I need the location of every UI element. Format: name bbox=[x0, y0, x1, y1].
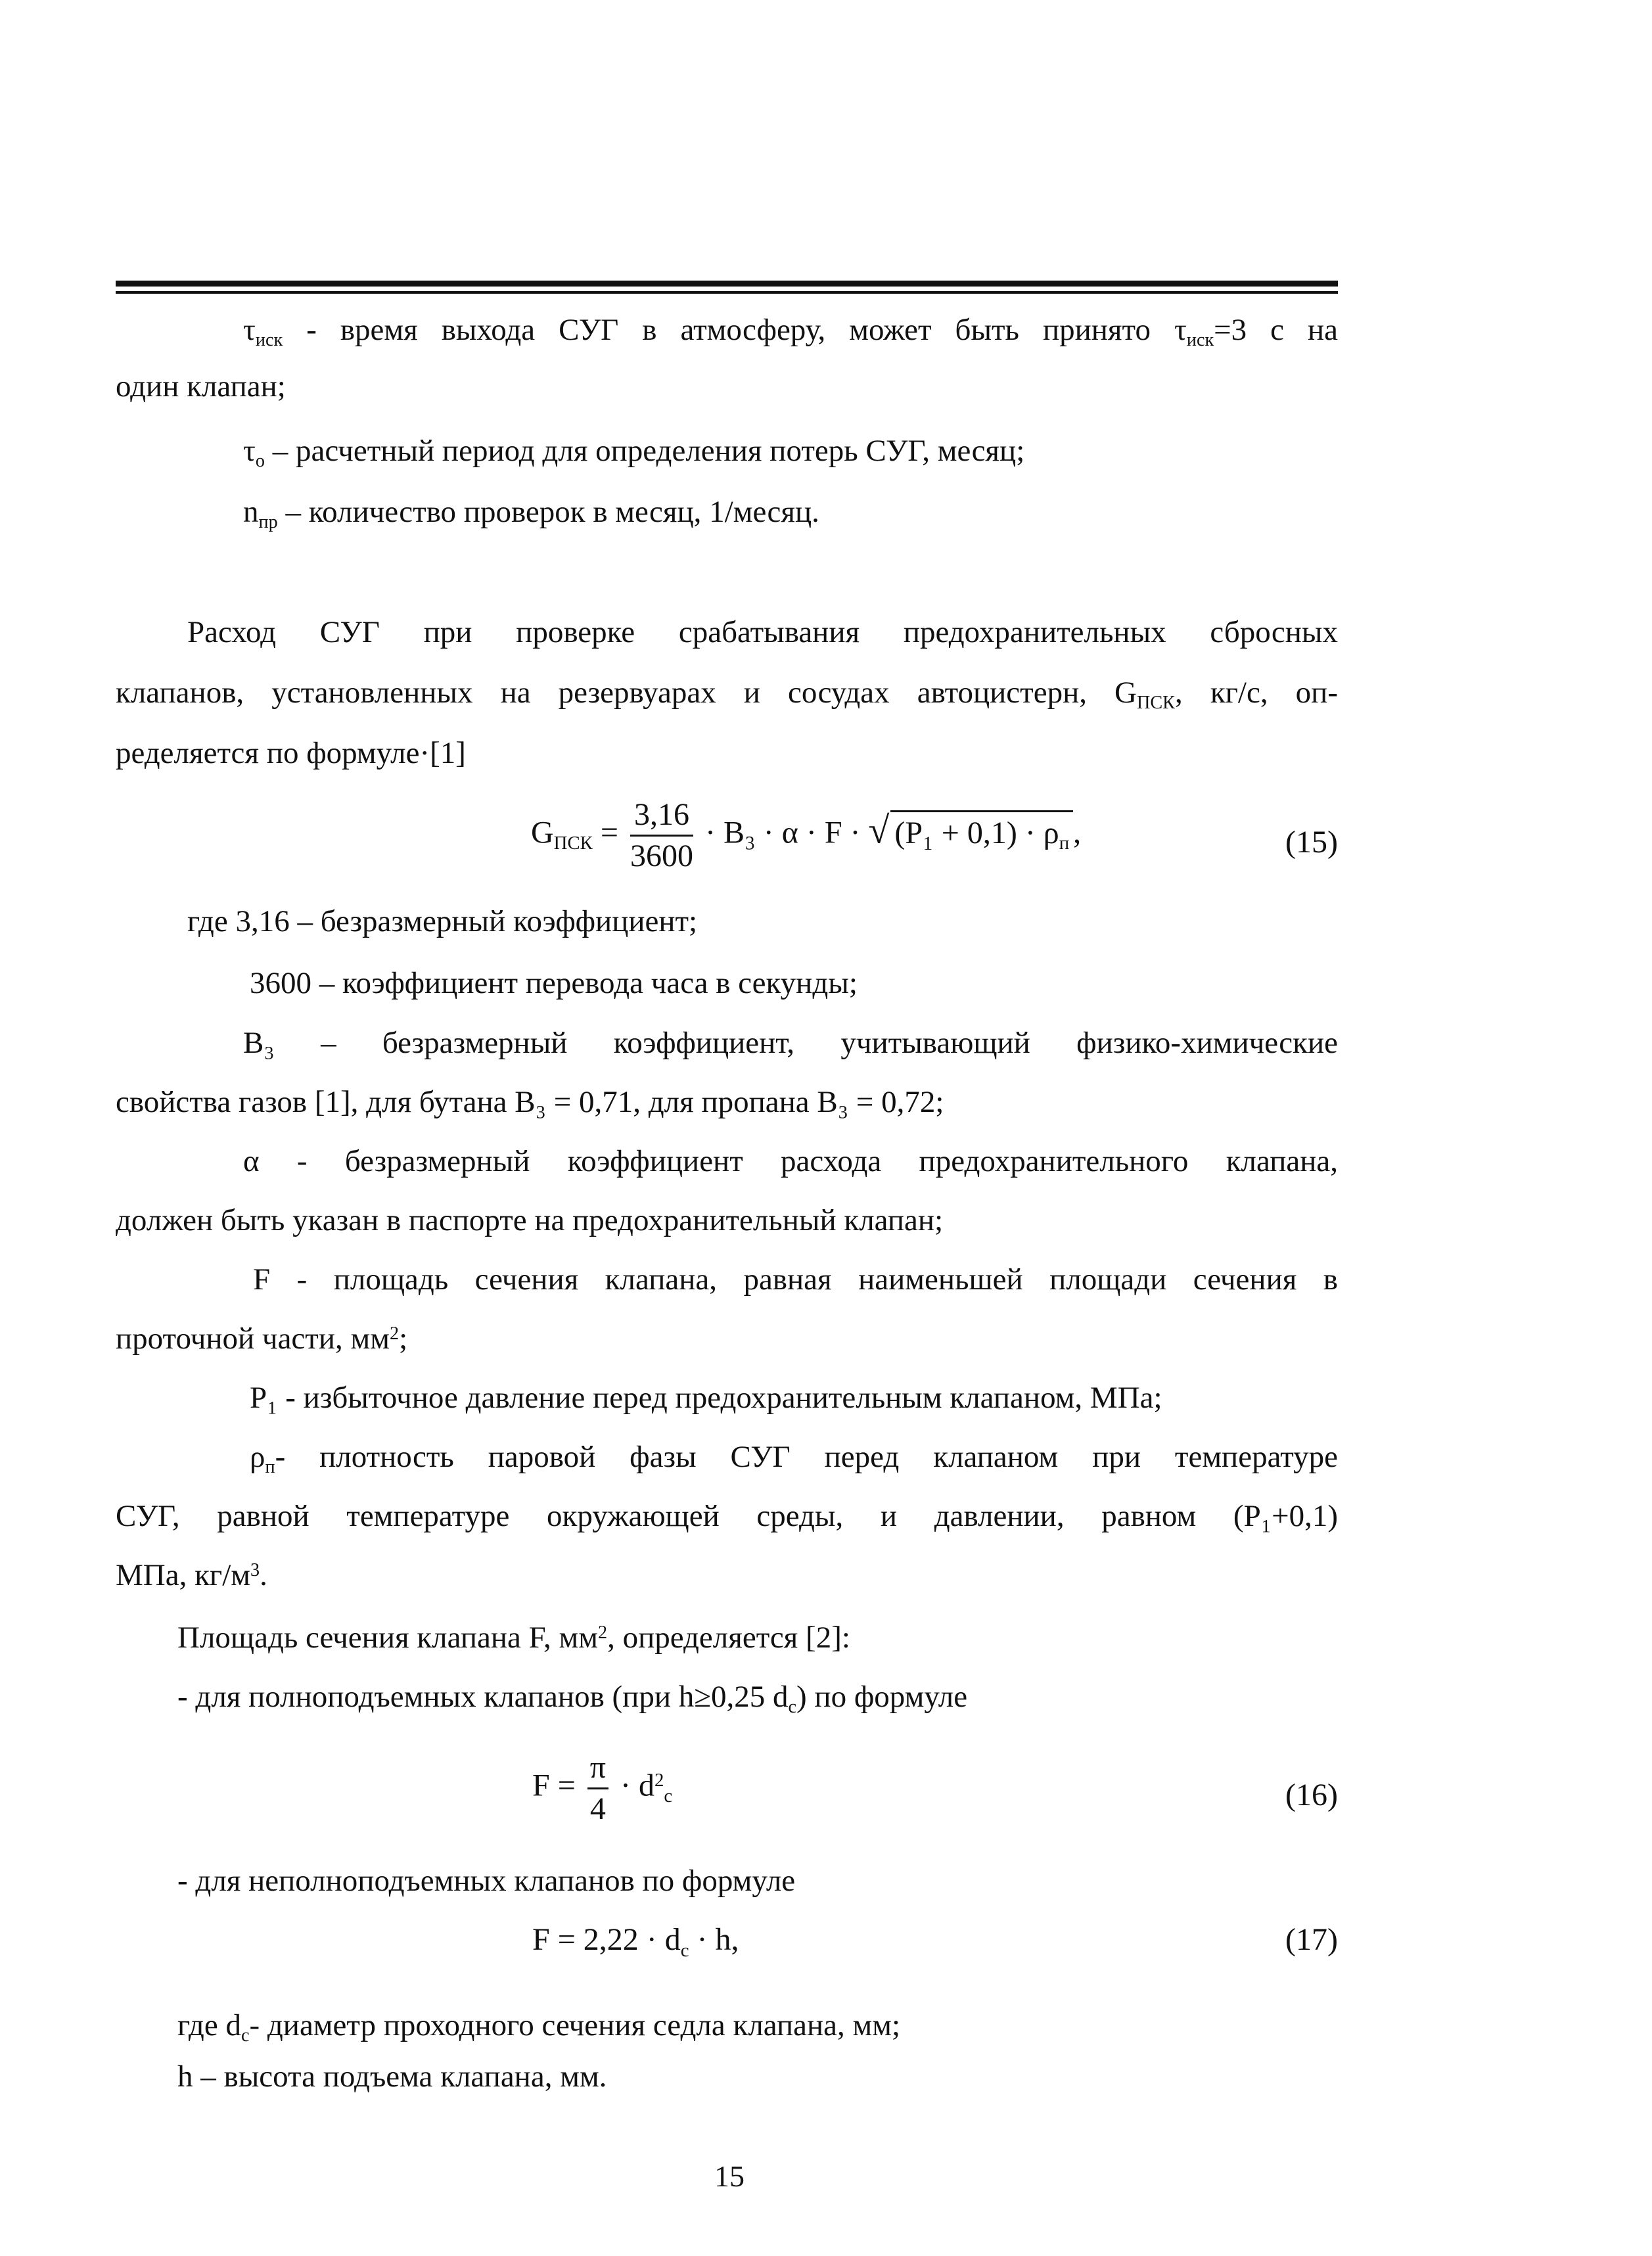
area-line1: Площадь сечения клапана F, $мм^2$, определяется [2]: bbox=[177, 1621, 850, 1655]
tau-isk-line: τиск - время выхода СУГ в атмосферу, может быть принято τиск=3 с на bbox=[243, 313, 1339, 351]
equation-17-label: (17) bbox=[1285, 1922, 1338, 1957]
equation-16: F = $\frac{\pi}{4}$ · $d^2с$ bbox=[532, 1748, 672, 1829]
n-pr-line: nпр – количество проверок в месяц, 1/месяц. bbox=[243, 495, 819, 533]
para1-line2: клапанов, установленных на резервуарах и сосудах автоцистерн, GПСК, кг/с, оп- bbox=[116, 676, 1338, 714]
equation-17: F = 2,22 · dс · h, bbox=[532, 1922, 739, 1961]
def-alpha-line1: α - безразмерный коэффициент расхода предохранительного клапана, bbox=[243, 1144, 1338, 1178]
partial-lift-line: - для неполноподъемных клапанов по формуле bbox=[177, 1864, 796, 1898]
def-p1: P₁ - избыточное давление перед предохранительным клапаном, МПа; bbox=[250, 1381, 1162, 1415]
def-rho-line3: МПа, $кг/м^3$. bbox=[116, 1558, 267, 1592]
top-rule-thin bbox=[116, 291, 1338, 294]
def-f-line2: проточной части, $мм^2$; bbox=[116, 1322, 408, 1356]
page-number: 15 bbox=[714, 2159, 745, 2193]
area-line2: - для полноподъемных клапанов (при h≥0,25 dс) по формуле bbox=[177, 1680, 968, 1718]
para1-line3: ределяется по формуле·[1] bbox=[116, 736, 466, 770]
sqrt-icon: √ bbox=[868, 808, 890, 852]
equation-15-label: (15) bbox=[1285, 825, 1338, 860]
tau-o-line: τо – расчетный период для определения потерь СУГ, месяц; bbox=[243, 434, 1025, 472]
tau-isk-line-2: один клапан; bbox=[116, 369, 286, 403]
equation-15: GПСК = $\frac{3,16}{3600}$ · B₃ · α · F · √ (P₁ + 0,1) · ρп , bbox=[531, 795, 1081, 876]
top-rule bbox=[116, 281, 1338, 287]
def-alpha-line2: должен быть указан в паспорте на предохранительный клапан; bbox=[116, 1203, 944, 1237]
def-f-line1: F - площадь сечения клапана, равная наименьшей площади сечения в bbox=[253, 1262, 1338, 1297]
def-316: где 3,16 – безразмерный коэффициент; bbox=[187, 904, 698, 938]
eq15-fraction: $\frac{3,16}{3600}$ bbox=[630, 795, 693, 876]
def-3600: 3600 – коэффициент перевода часа в секунды; bbox=[250, 966, 858, 1000]
def-b3-line1: В₃ – безразмерный коэффициент, учитывающий физико-химические bbox=[243, 1026, 1338, 1060]
def-b3-line2: свойства газов [1], для бутана В₃ = 0,71, для пропана В₃ = 0,72; bbox=[116, 1085, 944, 1119]
para1-line1: Расход СУГ при проверке срабатывания предохранительных сбросных bbox=[187, 615, 1338, 649]
def-rho-line1: ρп- плотность паровой фазы СУГ перед клапаном при температуре bbox=[250, 1440, 1338, 1478]
eq16-fraction: $\frac{\pi}{4}$ bbox=[587, 1748, 608, 1829]
final-line2: h – высота подъема клапана, мм. bbox=[177, 2060, 607, 2094]
final-line1: где dс- диаметр проходного сечения седла клапана, мм; bbox=[177, 2008, 901, 2046]
equation-16-label: (16) bbox=[1285, 1778, 1338, 1812]
def-rho-line2: СУГ, равной температуре окружающей среды, и давлении, равном (P₁+0,1) bbox=[116, 1499, 1338, 1533]
